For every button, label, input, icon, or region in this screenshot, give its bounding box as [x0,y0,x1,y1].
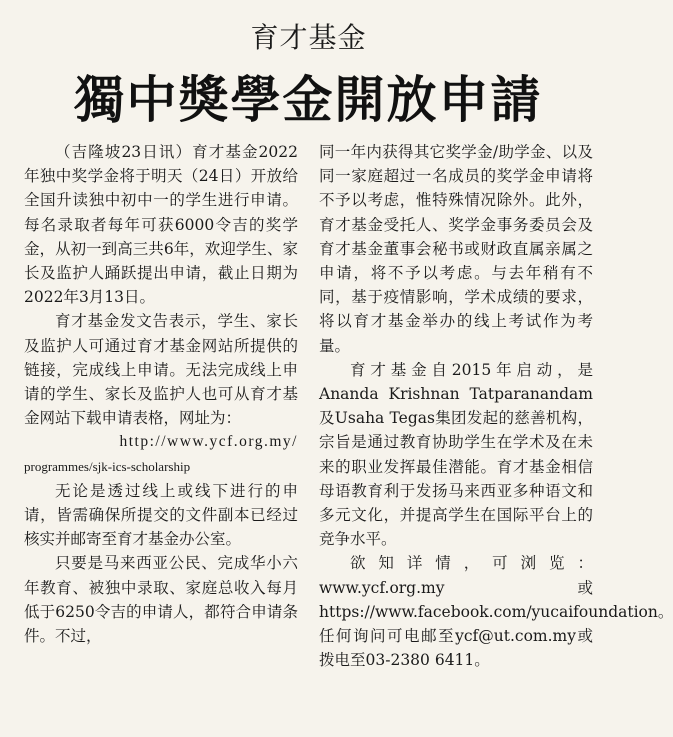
paragraph-4-continued: 同一年内获得其它奖学金/助学金、以及同一家庭超过一名成员的奖学金申请将不予以考虑，惟特殊情况除外。此外，育才基金受托人、奖学金事务委员会及育才基金董事会秘书或财政直属亲属之申请，将不予以考虑。与去年稍有不同，基于疫情影响，学术成绩的要求，将以育才基金举办的线上考试作为考量。 [319,143,593,355]
url-line-1[interactable]: http://www.ycf.org.my/ [119,433,298,451]
paragraph-2: 育才基金发文告表示，学生、家长及监护人可通过育才基金网站所提供的链接，完成线上申请。无法完成线上申请的学生、家长及监护人也可从育才基金网站下载申请表格，网址为： [24,312,298,428]
headline: 獨中獎學金開放申請 [74,71,543,129]
paragraph-6: 欲知详情，可浏览：www.ycf.org.my或https://www.facebook.com/yucaifoundation。任何询问可电邮至ycf@ut.com.my或拨电至03-2380 6411。 [319,554,673,670]
paragraph-1: （吉隆坡23日讯）育才基金2022年独中奖学金将于明天（24日）开放给全国升读独中初中一的学生进行申请。每名录取者每年可获6000令吉的奖学金，从初一到高三共6年，欢迎学生、家长及监护人踊跃提出申请，截止日期为2022年3月13日。 [24,143,298,307]
column-right [319,140,673,729]
article-body [24,140,673,729]
paragraph-3: 无论是透过线上或线下进行的申请，皆需确保所提交的文件副本已经过核实并邮寄至育才基金办公室。 [24,481,298,549]
url-line-2[interactable]: programmes/sjk-ics-scholarship [24,458,191,474]
column-left [24,140,298,729]
kicker-title: 育才基金 [250,21,367,54]
paragraph-5: 育才基金自2015年启动，是Ananda Krishnan Tatparanandam及Usaha Tegas集团发起的慈善机构，宗旨是通过教育协助学生在学术及在未来的职业发挥最佳潜能。育才基金相信母语教育利于发扬马来西亚多种语文和多元文化，并提高学生在国际平台上的竞争水平。 [319,360,593,549]
paragraph-4: 只要是马来西亚公民、完成华小六年教育、被独中录取、家庭总收入每月低于6250令吉的申请人，都符合申请条件。不过， [24,554,298,646]
